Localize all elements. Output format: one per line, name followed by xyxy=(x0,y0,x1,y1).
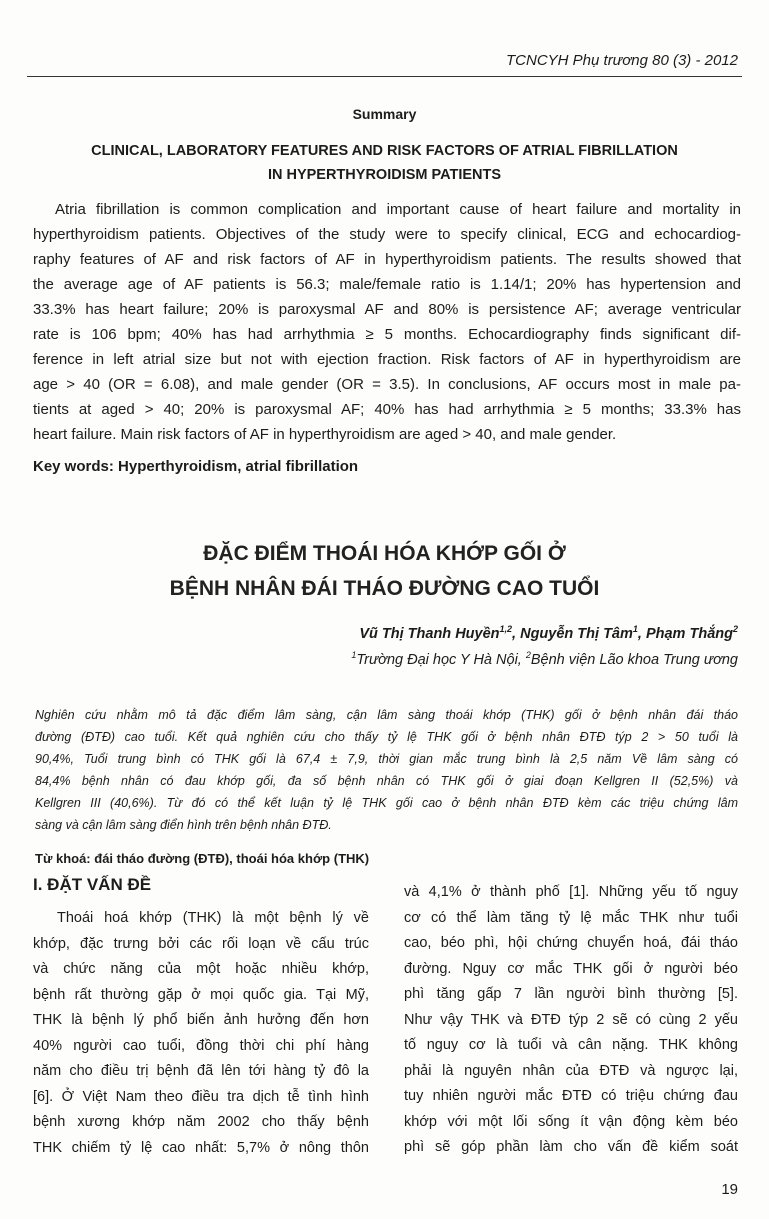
author-affil-mark: 2 xyxy=(732,624,738,635)
abstract-line: Nghiên cứu nhằm mô tả đặc điểm lâm sàng, cận lâm sàng thoái khớp (THK) gối ở bệnh nhân đái tháo xyxy=(35,708,738,722)
body-line: tuy nhiên người mắc ĐTĐ có triệu chứng đau xyxy=(404,1088,738,1104)
abstract-line: Kellgren III (40,6%). Từ đó có thể kết luận tỷ lệ THK gối cao ở bệnh nhân ĐTĐ kèm các triệu chứng lâm xyxy=(35,796,738,810)
body-line: năm cho điều trị bệnh đã lên tới hàng tỷ đô la xyxy=(33,1063,369,1079)
body-line: bệnh rất thường gặp ở mọi quốc gia. Tại Mỹ, xyxy=(33,986,369,1003)
body-line: cơ có thể làm tăng tỷ lệ mắc THK như tuổi xyxy=(404,909,738,926)
body-line: khớp với một lối sống ít vận động kèm béo xyxy=(404,1113,738,1130)
affiliations xyxy=(351,652,738,668)
body-line: tố nguy cơ là tuổi và cân nặng. THK không xyxy=(404,1037,738,1053)
vietnamese-abstract xyxy=(35,704,738,836)
body-line: phải là nguyên nhân của ĐTĐ và ngược lại, xyxy=(404,1062,738,1079)
page-number: 19 xyxy=(721,1181,738,1198)
abstract-line: sàng và cận lâm sàng điển hình trên bệnh nhân ĐTĐ. xyxy=(35,818,332,832)
body-line: [6]. Ở Việt Nam theo điều tra dịch tễ tình hình xyxy=(33,1088,369,1105)
abstract-line: tients at aged > 40; 20% is paroxysmal AF; 40% has had arrhythmia ≥ 5 months; 33.3% has xyxy=(33,401,741,418)
abstract-line: hyperthyroidism patients. Objectives of the study were to specify clinical, ECG and echocardiog- xyxy=(33,226,741,243)
summary-label: Summary xyxy=(352,106,417,122)
article-title-line: ĐẶC ĐIỂM THOÁI HÓA KHỚP GỐI Ở xyxy=(203,542,566,565)
body-column-right xyxy=(404,880,738,1161)
author-list: Vũ Thị Thanh Huyền$^{1,2}$, Nguyễn Thị Tâm$^1$, Phạm Thắng$^2$ xyxy=(359,624,738,642)
abstract-line: heart failure. Main risk factors of AF in hyperthyroidism are aged > 40, and male gender. xyxy=(33,426,617,443)
author-affil-mark: 1,2 xyxy=(499,624,513,635)
body-line: đường. Nguy cơ mắc THK gối ở người béo xyxy=(404,960,738,977)
vietnamese-keywords: Từ khoá: đái tháo đường (ĐTĐ), thoái hóa khớp (THK) xyxy=(35,851,370,866)
affil-mark: 1 xyxy=(351,650,357,661)
body-line: và chức năng của một hoặc nhiều khớp, xyxy=(33,961,369,977)
affil-mark: 2 xyxy=(525,650,531,661)
body-line: bệnh xương khớp năm 2002 cho thấy bệnh xyxy=(33,1114,369,1130)
author-name: Vũ Thị Thanh Huyền xyxy=(359,626,500,642)
english-title-line: IN HYPERTHYROIDISM PATIENTS xyxy=(267,167,502,183)
abstract-line: ference in left atrial size but not with ejection fraction. Risk factors of AF in hyperthyroidism are xyxy=(33,351,741,368)
body-line: và 4,1% ở thành phố [1]. Những yếu tố nguy xyxy=(404,884,738,900)
abstract-line: the average age of AF patients is 56.3; male/female ratio is 1.14/1; 20% has hypertension and xyxy=(33,276,741,293)
body-column-left xyxy=(33,906,369,1161)
journal-header: TCNCYH Phụ trương 80 (3) - 2012 xyxy=(506,52,738,69)
body-line: phì sẽ góp phần làm cho vấn đề kiểm soát xyxy=(404,1139,738,1155)
body-line: cao, béo phì, hội chứng chuyển hoá, đái tháo xyxy=(404,935,738,951)
header-rule xyxy=(27,76,742,77)
body-line: 40% người cao tuổi, đồng thời chi phí hàng xyxy=(33,1037,369,1054)
abstract-line: 33.3% has heart failure; 20% is paroxysmal AF and 80% is persistence AF; average ventricular xyxy=(33,301,741,318)
english-title xyxy=(30,139,739,187)
body-line: khớp, đặc trưng bởi các rối loạn về cấu trúc xyxy=(33,935,369,952)
body-line: phì tăng gấp 7 lần người bình thường [5]. xyxy=(404,986,738,1002)
english-title-line: CLINICAL, LABORATORY FEATURES AND RISK FACTORS OF ATRIAL FIBRILLATION xyxy=(91,143,678,159)
author-affil-mark: 1 xyxy=(632,624,638,635)
body-line: Thoái hoá khớp (THK) là một bệnh lý về xyxy=(57,910,369,926)
article-title-line: BỆNH NHÂN ĐÁI THÁO ĐƯỜNG CAO TUỔI xyxy=(169,577,600,600)
article-title xyxy=(0,536,769,606)
author-name: Nguyễn Thị Tâm xyxy=(520,626,633,642)
body-line: THK là bệnh lý phổ biến ảnh hưởng đến hơn xyxy=(33,1012,369,1028)
abstract-line: 84,4% bệnh nhân có đau khớp gối, đa số bệnh nhân có THK gối ở giai đoạn Kellgren II (52,5%) và xyxy=(35,774,738,788)
author-name: Phạm Thắng xyxy=(645,626,733,642)
abstract-line: rate is 106 bpm; 40% has had arrhythmia ≥ 5 months. Echocardiography finds significant dif- xyxy=(33,326,741,343)
abstract-line: Atria fibrillation is common complication and important cause of heart failure and mortality in xyxy=(55,201,741,218)
abstract-line: 90,4%, Tuổi trung bình có THK gối là 67,4 ± 7,9, thời gian mắc trung bình là 2,5 năm Về lâm sàng có xyxy=(35,752,738,766)
section-heading: I. ĐẶT VẤN ĐỀ xyxy=(33,875,152,894)
affiliation-text: Bệnh viện Lão khoa Trung ương xyxy=(530,652,738,668)
abstract-line: raphy features of AF and risk factors of AF in hyperthyroidism patients. The results showed that xyxy=(33,251,741,268)
affiliation-text: Trường Đại học Y Hà Nội, xyxy=(356,652,526,668)
body-line: THK chiếm tỷ lệ cao nhất: 5,7% ở nông thôn xyxy=(33,1139,369,1156)
abstract-line: đường (ĐTĐ) cao tuổi. Kết quả nghiên cứu cho thấy tỷ lệ THK gối ở bệnh nhân ĐTĐ týp 2 > 50 tuổi là xyxy=(35,730,738,744)
abstract-line: age > 40 (OR = 6.08), and male gender (OR = 3.5). In conclusions, AF occurs most in male pa- xyxy=(33,376,741,393)
body-line: Như vậy THK và ĐTĐ týp 2 sẽ có cùng 2 yếu xyxy=(404,1011,738,1028)
english-keywords: Key words: Hyperthyroidism, atrial fibrillation xyxy=(33,458,359,475)
english-abstract xyxy=(33,197,741,447)
